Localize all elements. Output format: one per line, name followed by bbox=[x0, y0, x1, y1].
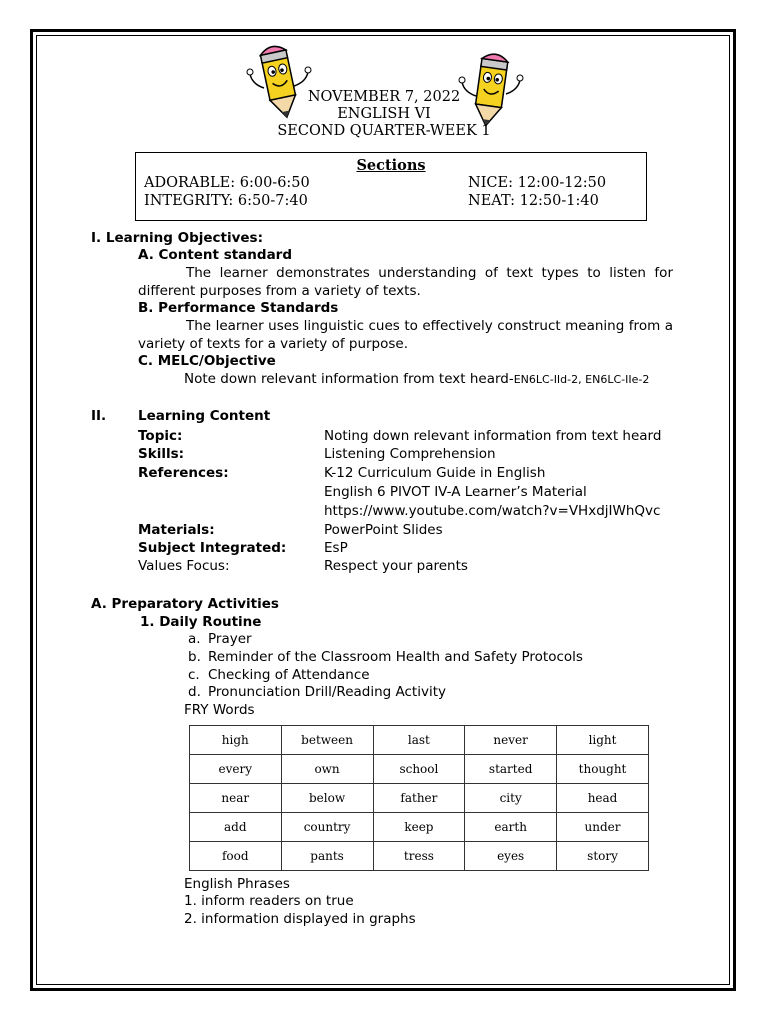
melc-separator: , bbox=[578, 373, 586, 386]
fry-word-cell: head bbox=[557, 784, 649, 813]
references-label: References: bbox=[138, 465, 229, 481]
section-adorable: ADORABLE: 6:00-6:50 bbox=[144, 175, 310, 191]
fry-word-cell: tress bbox=[373, 842, 465, 871]
topic-label: Topic: bbox=[138, 428, 183, 444]
fry-word-cell: under bbox=[557, 813, 649, 842]
fry-word-cell: between bbox=[281, 726, 373, 755]
fry-word-cell: thought bbox=[557, 755, 649, 784]
table-row bbox=[190, 813, 649, 842]
fry-word-cell: city bbox=[465, 784, 557, 813]
lesson-subject: ENGLISH VI bbox=[337, 106, 431, 122]
fry-word-cell: earth bbox=[465, 813, 557, 842]
fry-word-cell: below bbox=[281, 784, 373, 813]
routine-item-reminder: Reminder of the Classroom Health and Safety Protocols bbox=[208, 649, 583, 665]
table-row bbox=[190, 842, 649, 871]
materials-label: Materials: bbox=[138, 522, 215, 538]
skills-label: Skills: bbox=[138, 446, 185, 462]
performance-standards-line1: The learner uses linguistic cues to effectively construct meaning from a bbox=[186, 318, 673, 334]
fry-word-cell: story bbox=[557, 842, 649, 871]
fry-word-cell: started bbox=[465, 755, 557, 784]
routine-item-attendance: Checking of Attendance bbox=[208, 667, 370, 683]
phrase-2: 2. information displayed in graphs bbox=[184, 911, 416, 927]
table-row bbox=[190, 784, 649, 813]
fry-words-label: FRY Words bbox=[184, 702, 255, 718]
sections-title: Sections bbox=[356, 157, 426, 174]
lesson-date: NOVEMBER 7, 2022 bbox=[307, 89, 461, 105]
lesson-quarter: SECOND QUARTER-WEEK 1 bbox=[277, 123, 491, 139]
fry-word-cell: add bbox=[190, 813, 282, 842]
routine-letter-b: b. bbox=[188, 649, 201, 665]
melc-code-1: EN6LC-IId-2 bbox=[513, 373, 579, 386]
topic-value: Noting down relevant information from text heard bbox=[324, 428, 662, 444]
fry-word-cell: high bbox=[190, 726, 282, 755]
fry-word-cell: near bbox=[190, 784, 282, 813]
english-phrases-label: English Phrases bbox=[184, 876, 290, 892]
daily-routine-title: 1. Daily Routine bbox=[140, 614, 262, 630]
table-row bbox=[190, 755, 649, 784]
fry-word-cell: pants bbox=[281, 842, 373, 871]
content-standard-line2: different purposes from a variety of texts. bbox=[138, 283, 421, 299]
objectives-heading: I. Learning Objectives: bbox=[91, 230, 263, 246]
content-heading: Learning Content bbox=[138, 408, 271, 424]
reference-3: https://www.youtube.com/watch?v=VHxdjIWhQvc bbox=[324, 503, 661, 519]
melc-code-2: EN6LC-IIe-2 bbox=[585, 373, 650, 386]
content-standard-title: A. Content standard bbox=[138, 247, 292, 263]
fry-word-cell: country bbox=[281, 813, 373, 842]
section-nice: NICE: 12:00-12:50 bbox=[468, 175, 607, 191]
phrase-1: 1. inform readers on true bbox=[184, 893, 354, 909]
routine-item-prayer: Prayer bbox=[208, 631, 252, 647]
fry-word-cell: eyes bbox=[465, 842, 557, 871]
reference-2: English 6 PIVOT IV-A Learner’s Material bbox=[324, 484, 587, 500]
integrated-value: EsP bbox=[324, 540, 348, 556]
skills-value: Listening Comprehension bbox=[324, 446, 496, 462]
routine-letter-d: d. bbox=[188, 684, 201, 700]
fry-word-cell: light bbox=[557, 726, 649, 755]
section-neat: NEAT: 12:50-1:40 bbox=[468, 193, 599, 209]
melc-text: Note down relevant information from text heard- bbox=[184, 371, 514, 387]
performance-standards-line2: variety of texts for a variety of purpose. bbox=[138, 336, 409, 352]
reference-1: K-12 Curriculum Guide in English bbox=[324, 465, 546, 481]
preparatory-heading: A. Preparatory Activities bbox=[91, 596, 279, 612]
fry-word-cell: every bbox=[190, 755, 282, 784]
content-standard-line1: The learner demonstrates understanding of text types to listen for bbox=[186, 265, 673, 281]
integrated-label: Subject Integrated: bbox=[138, 540, 287, 556]
routine-item-drill: Pronunciation Drill/Reading Activity bbox=[208, 684, 447, 700]
content-roman: II. bbox=[91, 408, 107, 424]
melc-title: C. MELC/Objective bbox=[138, 353, 276, 369]
fry-word-cell: last bbox=[373, 726, 465, 755]
routine-letter-a: a. bbox=[188, 631, 201, 647]
melc-objective bbox=[184, 370, 649, 389]
section-integrity: INTEGRITY: 6:50-7:40 bbox=[144, 193, 308, 209]
table-row bbox=[190, 726, 649, 755]
fry-word-cell: own bbox=[281, 755, 373, 784]
fry-word-cell: school bbox=[373, 755, 465, 784]
values-value: Respect your parents bbox=[324, 558, 468, 574]
fry-word-cell: father bbox=[373, 784, 465, 813]
fry-words-table bbox=[189, 725, 649, 871]
fry-word-cell: keep bbox=[373, 813, 465, 842]
fry-word-cell: food bbox=[190, 842, 282, 871]
sections-box bbox=[135, 152, 647, 221]
materials-value: PowerPoint Slides bbox=[324, 522, 443, 538]
routine-letter-c: c. bbox=[188, 667, 200, 683]
performance-standards-title: B. Performance Standards bbox=[138, 300, 339, 316]
values-label: Values Focus: bbox=[138, 558, 230, 574]
fry-word-cell: never bbox=[465, 726, 557, 755]
